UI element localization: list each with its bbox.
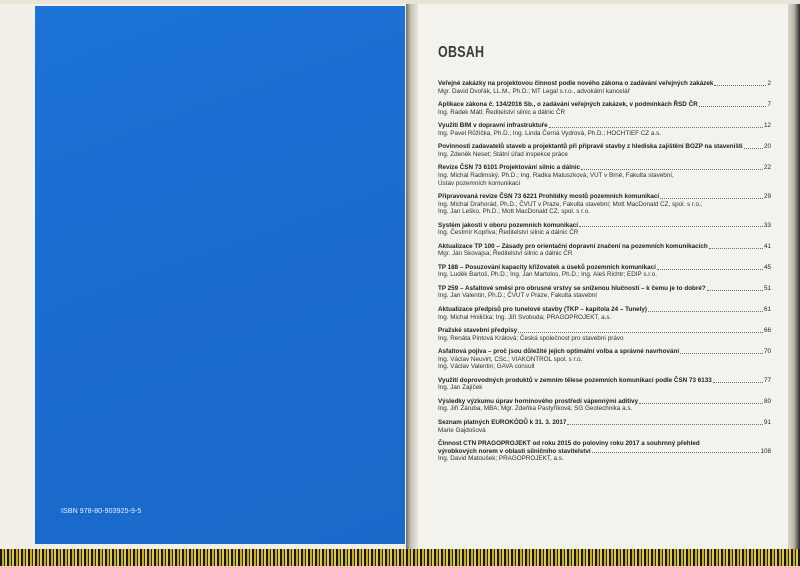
toc-entry-title: Povinnosti zadavatelů staveb a projektantů při přípravě stavby z hlediska zajištění BOZP na staveništi	[438, 143, 743, 151]
scan-bottom-edge	[0, 549, 800, 566]
toc-page-number: 70	[763, 348, 771, 356]
isbn-text: ISBN 978-80-903925-9-5	[61, 508, 142, 515]
toc-entry	[438, 419, 771, 434]
dot-leader	[713, 382, 763, 383]
toc-entry-title-line	[438, 398, 771, 406]
toc-page-number: 29	[763, 192, 771, 200]
toc-page-number: 2	[767, 80, 771, 87]
toc-entry-title-line	[438, 377, 771, 385]
toc-entry-title-line	[438, 348, 771, 356]
toc-entry	[438, 80, 771, 95]
toc-entry	[438, 348, 771, 371]
page-right-edge	[788, 4, 800, 549]
toc-entry-authors: Ing. Jan Zajíček	[438, 384, 483, 392]
toc-entry-authors: Ing. Zdeněk Neset; Státní úřad inspekce práce	[438, 150, 568, 158]
book-gutter	[406, 4, 418, 549]
dot-leader	[639, 403, 763, 404]
toc-entry-title-line	[438, 80, 771, 88]
toc-entry-authors: Mgr. David Dvořák, LL.M., Ph.D.; MT Legal s.r.o., advokátní kancelář	[438, 87, 630, 95]
toc-entry	[438, 306, 771, 321]
toc-entry-title: Pražské stavební předpisy	[438, 327, 518, 335]
toc-entry	[438, 222, 771, 237]
dot-leader	[657, 269, 763, 270]
dot-leader	[549, 127, 763, 128]
blue-cover-panel	[35, 6, 405, 544]
toc-entry	[438, 122, 771, 137]
toc-entry	[438, 101, 771, 116]
dot-leader	[648, 311, 763, 312]
toc-entry-authors: Ing. Michal Radimský, Ph.D.; Ing. Radka Matuszková; VUT v Brně, Fakulta stavební,	[438, 171, 674, 179]
dot-leader	[709, 248, 763, 249]
toc-page-number: 41	[763, 242, 771, 250]
toc-entry-title: TP 188 – Posuzování kapacity křižovatek a úseků pozemních komunikací	[438, 263, 656, 271]
toc-page-number: 51	[763, 284, 771, 292]
toc-entry-authors: Ing. Renáta Pintová Králová; Česká společnost pro stavební právo	[438, 334, 624, 342]
toc-entry-authors: Ing. Luděk Bartoš, Ph.D.; Ing. Jan Martolos, Ph.D.; Ing. Aleš Richtr; EDIP s.r.o.	[438, 271, 657, 279]
toc-entry-authors: Ing. Pavel Růžička, Ph.D.; Ing. Linda Černá Vydrová, Ph.D.; HOCHTIEF CZ a.s.	[438, 129, 662, 137]
toc-page-number: 45	[763, 263, 771, 271]
toc-entry-authors: Ing. Jiří Záruba, MBA; Mgr. Zdeňka Pastyříková; SG Geotechnika a.s.	[438, 405, 633, 413]
toc-entry	[438, 193, 771, 216]
toc-entry-title-line	[438, 164, 771, 172]
toc-entry-authors: Ing. Radek Mátl; Ředitelství silnic a dálnic ČR	[438, 108, 566, 116]
toc-entry	[438, 264, 771, 279]
toc-entry	[438, 285, 771, 300]
toc-entry-title-line	[438, 143, 771, 151]
toc-entry-authors: Ing. Michal Drahorád, Ph.D.; ČVUT v Praze, Fakulta stavební; Mott MacDonald CZ, spol. s r.o.;	[438, 200, 703, 208]
toc-entry-authors: Mgr. Ján Skovajsa; Ředitelství silnic a dálnic ČR	[438, 250, 573, 258]
dot-leader	[707, 290, 763, 291]
toc-entry-title-line	[438, 440, 771, 448]
toc-page-number: 91	[763, 418, 771, 426]
toc-entry-title: Aktualizace TP 100 – Zásady pro orientační dopravní značení na pozemních komunikacích	[438, 242, 708, 250]
toc-entry-title: Seznam platných EUROKÓDŮ k 31. 3. 2017	[438, 418, 567, 426]
toc-page-number: 66	[763, 327, 771, 335]
toc-entry-title: Aplikace zákona č. 134/2016 Sb., o zadávání veřejných zakázek, v podmínkách ŘSD ČR	[438, 101, 698, 109]
toc-entry-authors: Marie Gajdošová	[438, 426, 486, 434]
table-of-contents	[438, 80, 771, 469]
toc-entry-authors: Ing. Jan Leško, Ph.D.; Mott MacDonald CZ, spol. s r.o.	[438, 208, 590, 216]
toc-entry-authors: Ing. Čestmír Kopřiva; Ředitelství silnic a dálnic ČR	[438, 229, 579, 237]
toc-entry-title: Veřejné zakázky na projektovou činnost podle nového zákona o zadávání veřejných zakázek	[438, 80, 714, 87]
toc-entry-title: Využití doprovodných produktů v zemním tělese pozemních komunikací podle ČSN 73 6133	[438, 376, 712, 384]
dot-leader	[680, 353, 763, 354]
dot-leader	[660, 198, 763, 199]
toc-entry-authors: Ing. David Matoušek; PRAGOPROJEKT, a.s.	[438, 455, 564, 463]
toc-entry	[438, 143, 771, 158]
toc-entry-title: Činnost CTN PRAGOPROJEKT od roku 2015 do poloviny roku 2017 a souhrnný přehled	[438, 440, 700, 448]
toc-page-number: 7	[767, 101, 771, 109]
toc-entry-title-line	[438, 122, 771, 130]
toc-entry-title-line	[438, 101, 771, 109]
toc-entry-authors: Ing. Václav Neuvirt, CSc.; VIAKONTROL spol. s r.o.	[438, 355, 583, 363]
toc-entry-authors: Ing. Václav Valentin; GAVA consult	[438, 363, 535, 371]
toc-entry	[438, 164, 771, 187]
toc-page-number: 108	[760, 447, 771, 455]
toc-page-number: 80	[763, 397, 771, 405]
toc-entry	[438, 377, 771, 392]
contents-heading: OBSAH	[438, 44, 485, 61]
toc-entry-title: Asfaltová pojiva – proč jsou důležité jejich optimální volba a správné navrhování	[438, 348, 680, 356]
dot-leader	[699, 106, 767, 107]
toc-entry-title-line	[438, 448, 771, 456]
dot-leader	[744, 148, 763, 149]
toc-entry-title: Revize ČSN 73 6101 Projektování silnic a dálnic	[438, 164, 581, 172]
toc-entry	[438, 327, 771, 342]
toc-entry-authors: Ing. Jan Valentin, Ph.D.; ČVUT v Praze, Fakulta stavební	[438, 292, 598, 300]
dot-leader	[592, 452, 760, 453]
dot-leader	[581, 169, 763, 170]
dot-leader	[567, 424, 763, 425]
toc-entry	[438, 398, 771, 413]
dot-leader	[579, 226, 763, 227]
dot-leader	[518, 332, 763, 333]
dot-leader	[714, 85, 766, 86]
toc-page-number: 77	[763, 376, 771, 384]
toc-entry-title: Připravovaná revize ČSN 73 6221 Prohlídky mostů pozemních komunikací	[438, 192, 660, 200]
toc-entry-title: Systém jakosti v oboru pozemních komunikací	[438, 221, 578, 229]
toc-entry-title-line	[438, 327, 771, 335]
toc-entry-title: TP 259 – Asfaltové směsi pro obrusné vrstvy se sníženou hlučností – k čemu je to dobré?	[438, 284, 706, 292]
toc-entry-title: Aktualizace předpisů pro tunelové stavby (TKP – kapitola 24 – Tunely)	[438, 305, 648, 313]
toc-page-number: 22	[763, 164, 771, 172]
toc-entry-authors: Ústav pozemních komunikací	[438, 179, 521, 187]
toc-entry-title-line	[438, 264, 771, 272]
toc-entry-authors: Ing. Michal Hnilička; Ing. Jiří Svoboda; PRAGOPROJEKT, a.s.	[438, 313, 612, 321]
toc-page-number: 20	[763, 143, 771, 151]
toc-entry-title-line	[438, 306, 771, 314]
toc-entry-title: Využití BIM v dopravní infrastruktuře	[438, 122, 548, 130]
toc-entry	[438, 243, 771, 258]
toc-entry-title: Výsledky výzkumu úprav horninového prostředí vápennými aditivy	[438, 397, 639, 405]
toc-entry-title: výrobkových norem v oblasti silničního stavitelství	[438, 447, 591, 455]
toc-entry	[438, 440, 771, 463]
toc-page-number: 12	[763, 122, 771, 130]
toc-entry-title-line	[438, 193, 771, 201]
toc-entry-title-line	[438, 419, 771, 427]
toc-page-number: 33	[763, 221, 771, 229]
toc-page-number: 61	[763, 305, 771, 313]
